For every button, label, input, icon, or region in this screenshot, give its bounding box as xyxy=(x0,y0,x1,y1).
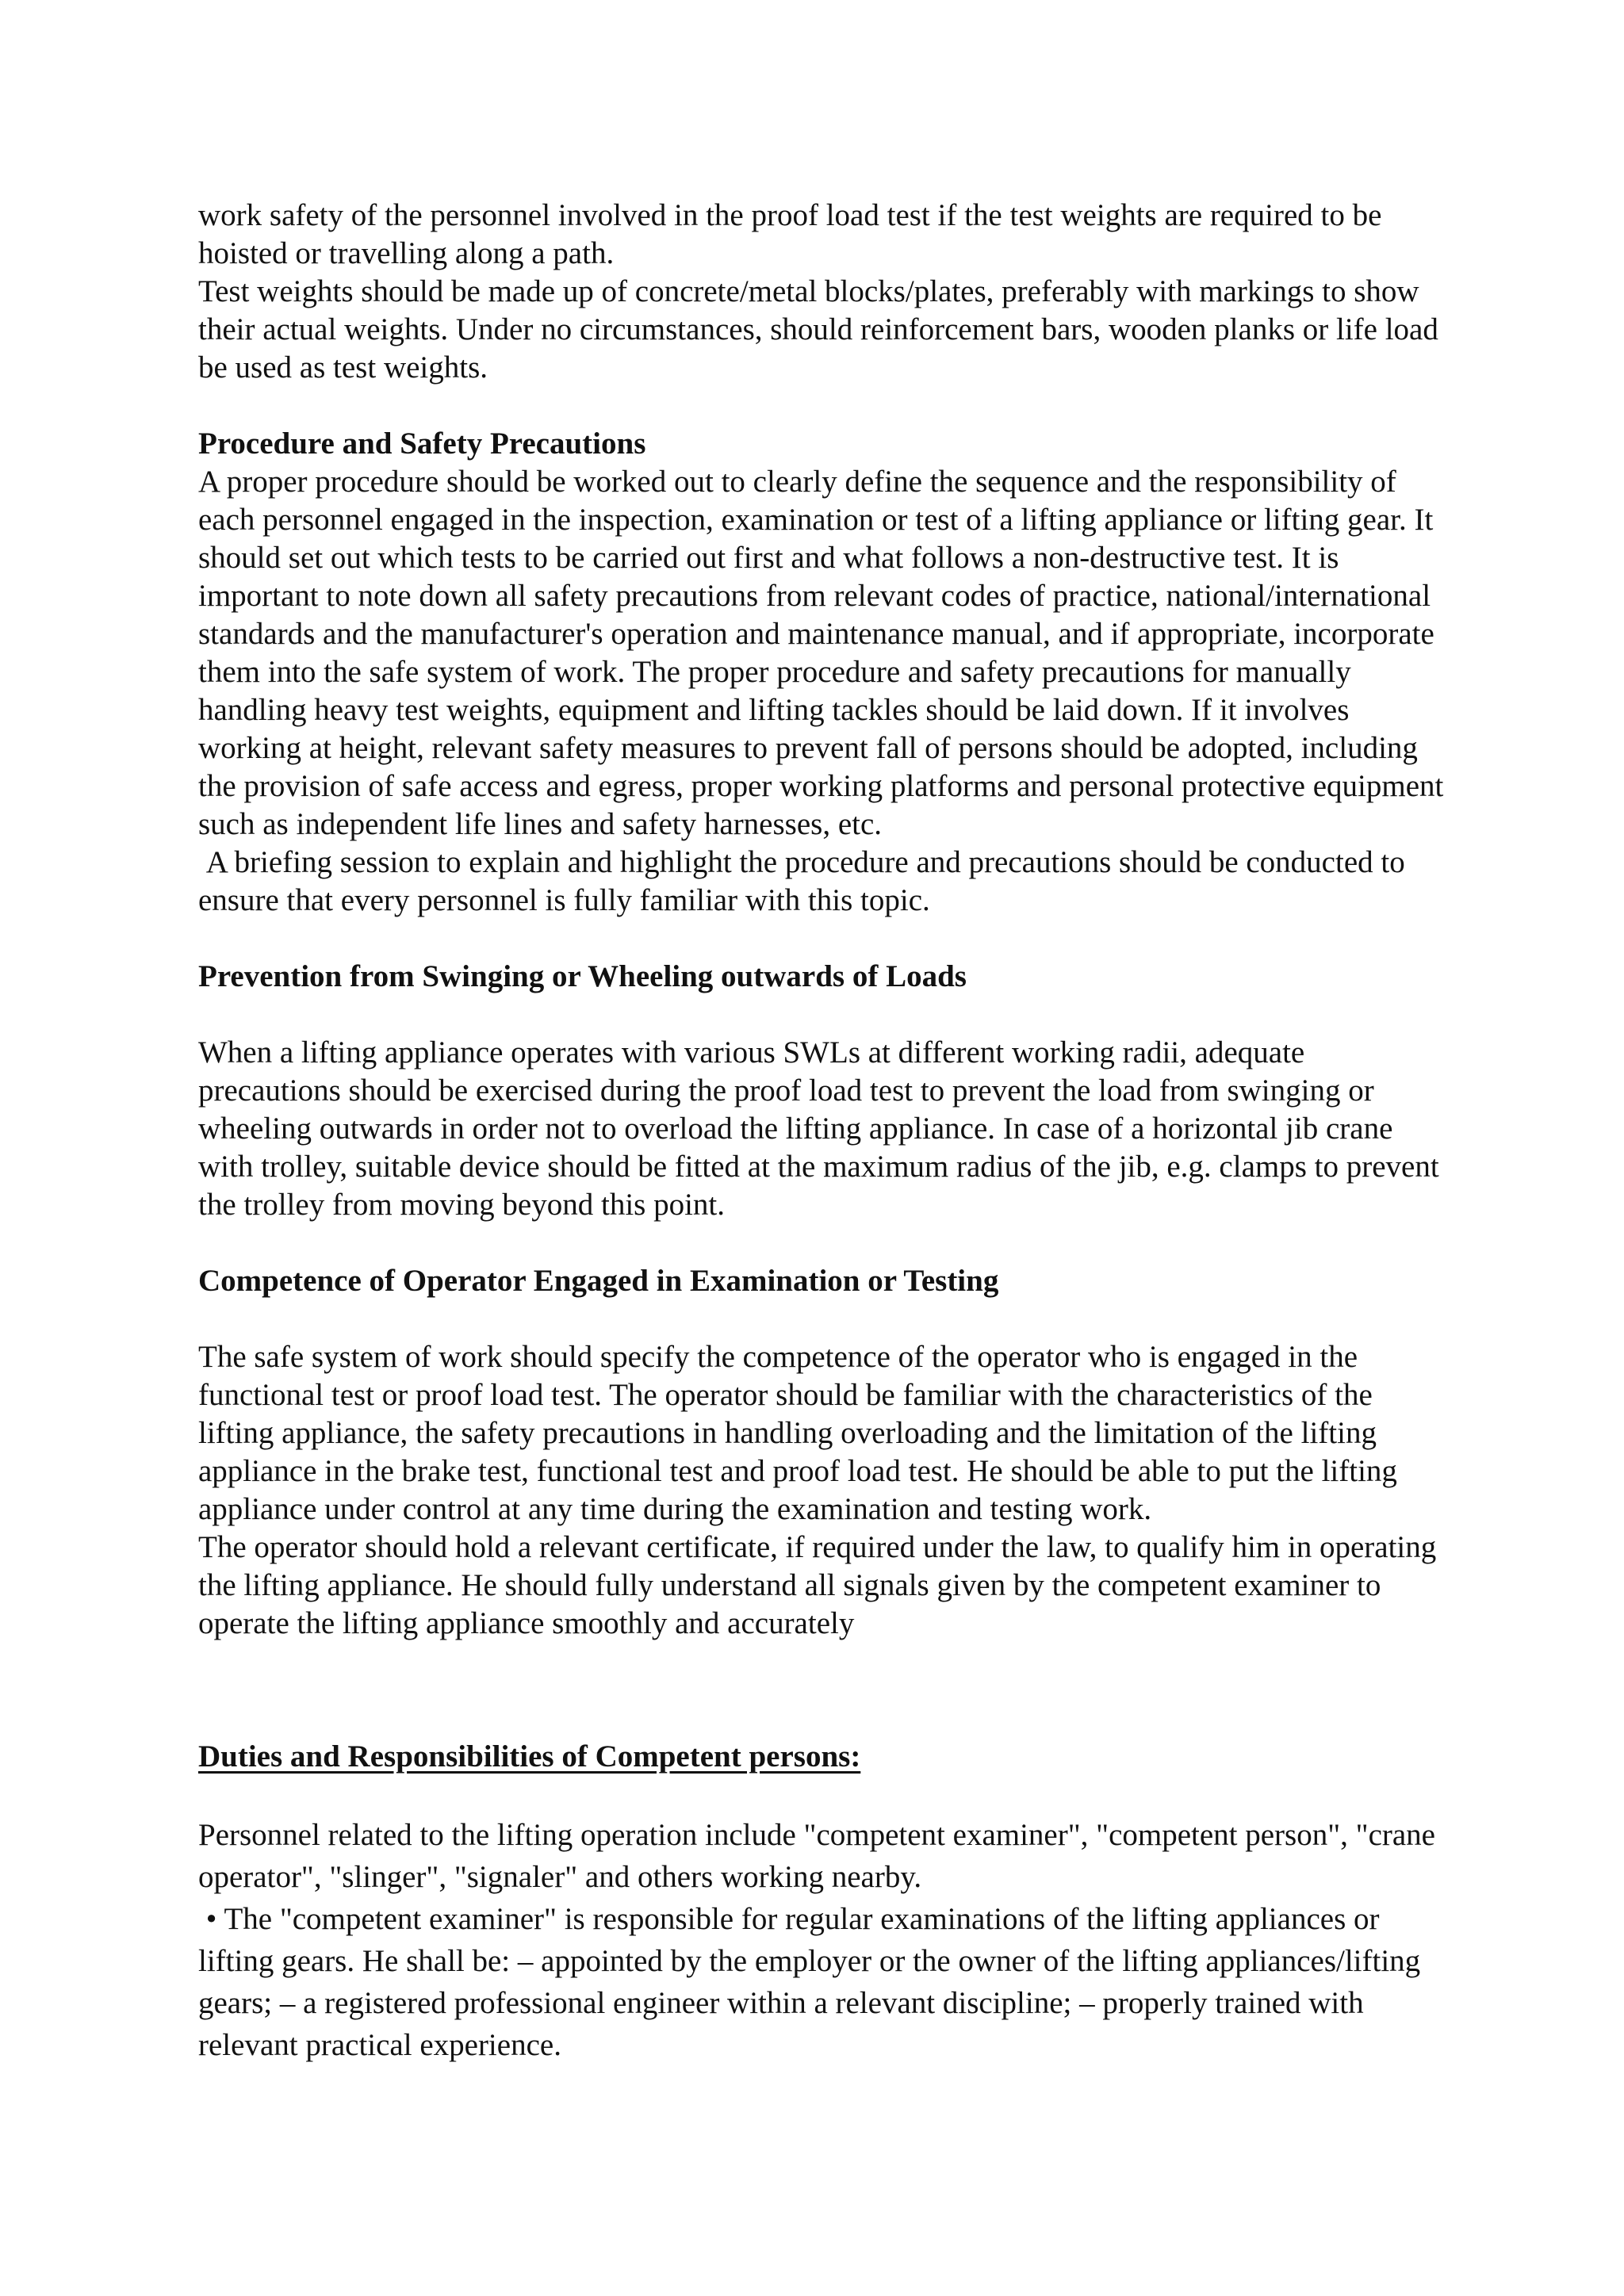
duties-heading: Duties and Responsibilities of Competent persons: xyxy=(198,1739,861,1774)
competence-heading: Competence of Operator Engaged in Examination or Testing xyxy=(198,1264,999,1298)
duties-paragraph-2: • The "competent examiner" is responsible for regular examinations of the lifting appliances or lifting gears. He shall be: – appointed by the employer or the owner of the lifting appliances/lifting gears; – a registered professional engineer within a relevant discipline; – properly trained with relevant practical experience. xyxy=(198,1902,1428,2062)
document-page xyxy=(198,197,1451,2066)
intro-paragraph-1: work safety of the personnel involved in the proof load test if the test weights are required to be hoisted or travelling along a path. xyxy=(198,198,1382,270)
competence-paragraph-2: The operator should hold a relevant certificate, if required under the law, to qualify him in operating the lifting appliance. He should fully understand all signals given by the competent examiner to operate the lifting appliance smoothly and accurately xyxy=(198,1530,1437,1640)
competence-paragraph-1: The safe system of work should specify the competence of the operator who is engaged in the functional test or proof load test. The operator should be familiar with the characteristics of the lifting appliance, the safety precautions in handling overloading and the limitation of the lifting appliance in the brake test, functional test and proof load test. He should be able to put the lifting appliance under control at any time during the examination and testing work. xyxy=(198,1340,1397,1526)
procedure-heading: Procedure and Safety Precautions xyxy=(198,427,646,461)
procedure-paragraph-2: A briefing session to explain and highlight the procedure and precautions should be conducted to ensure that every personnel is fully familiar with this topic. xyxy=(198,845,1413,917)
prevention-heading: Prevention from Swinging or Wheeling outwards of Loads xyxy=(198,959,967,993)
intro-paragraph-2: Test weights should be made up of concrete/metal blocks/plates, preferably with markings to show their actual weights. Under no circumstances, should reinforcement bars, wooden planks or life load be used as test weights. xyxy=(198,274,1438,385)
procedure-paragraph-1: A proper procedure should be worked out to clearly define the sequence and the responsibility of each personnel engaged in the inspection, examination or test of a lifting appliance or lifting gear. It should set out which tests to be carried out first and what follows a non-destructive test. It is important to note down all safety precautions from relevant codes of practice, national/international standards and the manufacturer's operation and maintenance manual, and if appropriate, incorporate them into the safe system of work. The proper procedure and safety precautions for manually handling heavy test weights, equipment and lifting tackles should be laid down. If it involves working at height, relevant safety measures to prevent fall of persons should be adopted, including the provision of safe access and egress, proper working platforms and personal protective equipment such as independent life lines and safety harnesses, etc. xyxy=(198,465,1444,841)
duties-paragraph-1: Personnel related to the lifting operation include "competent examiner", "competent person", "crane operator", "slinger", "signaler" and others working nearby. xyxy=(198,1818,1435,1894)
prevention-paragraph-1: When a lifting appliance operates with various SWLs at different working radii, adequate precautions should be exercised during the proof load test to prevent the load from swinging or wheeling outwards in order not to overload the lifting appliance. In case of a horizontal jib crane with trolley, suitable device should be fitted at the maximum radius of the jib, e.g. clamps to prevent the trolley from moving beyond this point. xyxy=(198,1035,1439,1222)
